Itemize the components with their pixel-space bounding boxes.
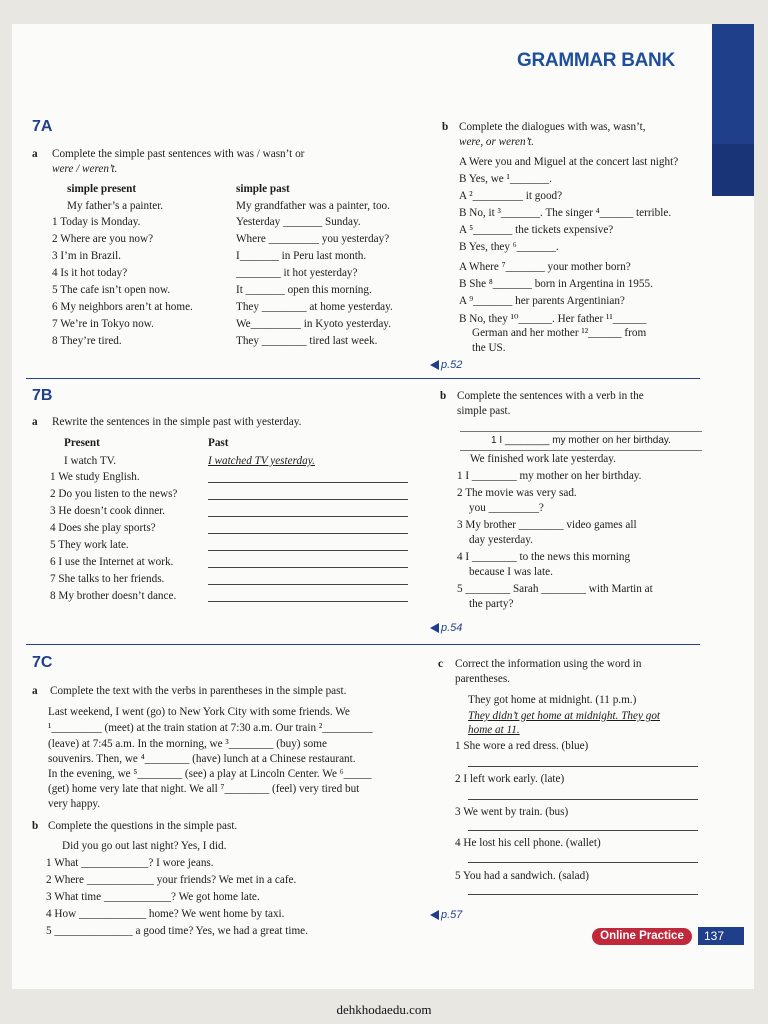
text-line-7c-t7: very happy. (48, 798, 101, 810)
text-line-7c-a-letter: a (32, 685, 38, 697)
answer-line[interactable] (208, 584, 408, 585)
answer-line[interactable] (468, 830, 698, 831)
text-line-7b-b5b: the party? (469, 598, 514, 610)
text-line-7a-d5: A ⁵_______ the tickets expensive? (459, 224, 614, 236)
text-line-7a-d1: A Were you and Miguel at the concert last night? (459, 156, 679, 168)
page-reference-7a[interactable] (430, 359, 462, 371)
text-line-7b-b5: 5 ________ Sarah ________ with Martin at (457, 583, 653, 595)
text-line-7a-d10: B No, they ¹⁰______. Her father ¹¹______ (459, 313, 647, 325)
text-line-7b-4: 4 Does she play sports? (50, 522, 156, 534)
text-line-7a-b-instr1: Complete the dialogues with was, wasn’t, (459, 121, 646, 133)
answer-line[interactable] (208, 567, 408, 568)
text-line-7a-d12: the US. (472, 342, 506, 354)
text-line-7c-cex2: They didn’t get home at midnight. They got (468, 710, 661, 722)
text-line-7b-col2: Past (208, 437, 229, 449)
text-line-7a-4l: 4 Is it hot today? (52, 267, 128, 279)
text-line-7b-b-instr2: simple past. (457, 405, 511, 417)
text-line-7a-d4: B No, it ³_______. The singer ⁴______ terrible. (459, 207, 672, 219)
text-line-7a-a-instr1: Complete the simple past sentences with was / wasn’t or (52, 148, 305, 160)
text-line-7a-a-letter: a (32, 148, 38, 160)
online-practice-button[interactable]: Online Practice (592, 928, 692, 945)
text-line-7a-4r: ________ it hot yesterday? (236, 267, 358, 279)
text-line-7b-ex-r: I watched TV yesterday. (208, 455, 315, 467)
page-reference-7c[interactable] (430, 909, 462, 921)
text-line-7a-b-letter: b (442, 121, 449, 133)
answer-line[interactable] (468, 862, 698, 863)
text-line-7a-d2: B Yes, we ¹_______. (459, 173, 552, 185)
website-footer: dehkhodaedu.com (336, 1002, 432, 1017)
answer-line[interactable] (208, 550, 408, 551)
text-line-7c-b1: 1 What ____________? I wore jeans. (46, 857, 214, 869)
text-line-7a-d6: B Yes, they ⁶_______. (459, 241, 559, 253)
grammar-bank-page (12, 24, 754, 989)
text-line-7a-col2: simple past (236, 183, 290, 195)
text-line-7b-2: 2 Do you listen to the news? (50, 488, 178, 500)
text-line-7b-1: 1 We study English. (50, 471, 140, 483)
text-line-7b-3: 3 He doesn’t cook dinner. (50, 505, 166, 517)
text-line-7c-t3: (leave) at 7:45 a.m. In the morning, we ³________ (buy) some (48, 738, 327, 750)
text-line-7a-a-instr2: were / weren’t. (52, 163, 118, 175)
text-line-7c-c-letter: c (438, 658, 443, 670)
page-title: GRAMMAR BANK (517, 50, 675, 71)
ref-label: p.52 (441, 359, 463, 371)
text-line-7a-col1: simple present (67, 183, 137, 195)
text-line-7c-b2: 2 Where ____________ your friends? We met in a cafe. (46, 874, 297, 886)
answer-line[interactable] (208, 533, 408, 534)
text-line-7a-b-instr2: were, or weren’t. (459, 136, 534, 148)
text-line-7b-b2b: you _________? (469, 502, 544, 514)
section-7c-heading: 7C (32, 654, 53, 671)
text-line-7c-c-instr1: Correct the information using the word in (455, 658, 642, 670)
text-line-7b-b-letter: b (440, 390, 447, 402)
page-number: 137 (698, 927, 744, 945)
text-line-7a-8l: 8 They’re tired. (52, 335, 122, 347)
text-line-7a-1l: 1 Today is Monday. (52, 216, 141, 228)
text-line-7b-bex: We finished work late yesterday. (470, 453, 616, 465)
text-line-7c-t6: (get) home very late that night. We all ⁷________ (feel) very tired but (48, 783, 360, 795)
ref-label: p.54 (441, 622, 463, 634)
text-line-7c-c1: 1 She wore a red dress. (blue) (455, 740, 589, 752)
section-7b-heading: 7B (32, 387, 53, 404)
text-line-7a-3r: I_______ in Peru last month. (236, 250, 367, 262)
text-line-7c-c5: 5 You had a sandwich. (salad) (455, 870, 589, 882)
answer-line[interactable] (468, 894, 698, 895)
text-line-7b-6: 6 I use the Internet at work. (50, 556, 174, 568)
text-line-7b-5: 5 They work late. (50, 539, 129, 551)
text-line-7a-2l: 2 Where are you now? (52, 233, 154, 245)
page-content (12, 24, 754, 989)
text-line-7a-8r: They ________ tired last week. (236, 335, 378, 347)
text-line-7a-5r: It _______ open this morning. (236, 284, 372, 296)
text-line-7b-b3: 3 My brother ________ video games all (457, 519, 637, 531)
ref-label: p.57 (441, 909, 463, 921)
text-line-7c-c3: 3 We went by train. (bus) (455, 806, 569, 818)
text-line-7c-b-instr: Complete the questions in the simple past. (48, 820, 238, 832)
text-line-7a-d7: A Where ⁷_______ your mother born? (459, 261, 631, 273)
text-line-7b-ex-l: I watch TV. (64, 455, 117, 467)
text-line-7a-3l: 3 I’m in Brazil. (52, 250, 121, 262)
word-box-text: 1 I ________ my mother on her birthday. (491, 435, 671, 446)
divider (26, 644, 700, 645)
text-line-7b-a-letter: a (32, 416, 38, 428)
answer-line[interactable] (208, 499, 408, 500)
text-line-7a-d9: A ⁹_______ her parents Argentinian? (459, 295, 625, 307)
text-line-7c-b-letter: b (32, 820, 39, 832)
answer-line[interactable] (208, 601, 408, 602)
text-line-7b-col1: Present (64, 437, 100, 449)
text-line-7b-8: 8 My brother doesn’t dance. (50, 590, 177, 602)
text-line-7a-1r: Yesterday _______ Sunday. (236, 216, 361, 228)
text-line-7c-c-instr2: parentheses. (455, 673, 510, 685)
text-line-7a-ex-l: My father’s a painter. (67, 200, 164, 212)
text-line-7c-a-instr: Complete the text with the verbs in parentheses in the simple past. (50, 685, 347, 697)
text-line-7c-bex: Did you go out last night? Yes, I did. (62, 840, 227, 852)
text-line-7c-t4: souvenirs. Then, we ⁴________ (have) lunch at a Chinese restaurant. (48, 753, 356, 765)
text-line-7a-7r: We_________ in Kyoto yesterday. (236, 318, 391, 330)
text-line-7a-d3: A ²_________ it good? (459, 190, 563, 202)
text-line-7c-cex3: home at 11. (468, 724, 520, 736)
text-line-7b-b-instr1: Complete the sentences with a verb in the (457, 390, 644, 402)
text-line-7a-2r: Where _________ you yesterday? (236, 233, 390, 245)
word-box (460, 431, 702, 451)
text-line-7a-5l: 5 The cafe isn’t open now. (52, 284, 171, 296)
text-line-7c-b4: 4 How ____________ home? We went home by taxi. (46, 908, 285, 920)
section-7a-heading: 7A (32, 118, 53, 135)
answer-line[interactable] (468, 766, 698, 767)
text-line-7a-6r: They ________ at home yesterday. (236, 301, 393, 313)
text-line-7c-c2: 2 I left work early. (late) (455, 773, 565, 785)
text-line-7b-a-instr: Rewrite the sentences in the simple past with yesterday. (52, 416, 302, 428)
text-line-7b-7: 7 She talks to her friends. (50, 573, 165, 585)
text-line-7b-b2: 2 The movie was very sad. (457, 487, 577, 499)
answer-line[interactable] (208, 516, 408, 517)
divider (26, 378, 700, 379)
text-line-7c-t2: ¹_________ (meet) at the train station at 7:30 a.m. Our train ²_________ (48, 722, 373, 734)
text-line-7c-c4: 4 He lost his cell phone. (wallet) (455, 837, 601, 849)
answer-line[interactable] (468, 799, 698, 800)
text-line-7b-b1: 1 I ________ my mother on her birthday. (457, 470, 642, 482)
text-line-7a-d11: German and her mother ¹²______ from (472, 327, 647, 339)
text-line-7b-b4: 4 I ________ to the news this morning (457, 551, 631, 563)
text-line-7a-ex-r: My grandfather was a painter, too. (236, 200, 390, 212)
text-line-7a-7l: 7 We’re in Tokyo now. (52, 318, 154, 330)
text-line-7b-b4b: because I was late. (469, 566, 553, 578)
page-reference-7b[interactable] (430, 622, 462, 634)
text-line-7c-t1: Last weekend, I went (go) to New York City with some friends. We (48, 706, 350, 718)
text-line-7a-d8: B She ⁸_______ born in Argentina in 1955. (459, 278, 653, 290)
answer-line[interactable] (208, 482, 408, 483)
text-line-7c-b3: 3 What time ____________? We got home late. (46, 891, 260, 903)
text-line-7a-6l: 6 My neighbors aren’t at home. (52, 301, 193, 313)
text-line-7c-b5: 5 ______________ a good time? Yes, we had a great time. (46, 925, 308, 937)
text-line-7c-t5: In the evening, we ⁵________ (see) a play at Lincoln Center. We ⁶_____ (48, 768, 372, 780)
text-line-7b-b3b: day yesterday. (469, 534, 533, 546)
text-line-7c-cex1: They got home at midnight. (11 p.m.) (468, 694, 637, 706)
